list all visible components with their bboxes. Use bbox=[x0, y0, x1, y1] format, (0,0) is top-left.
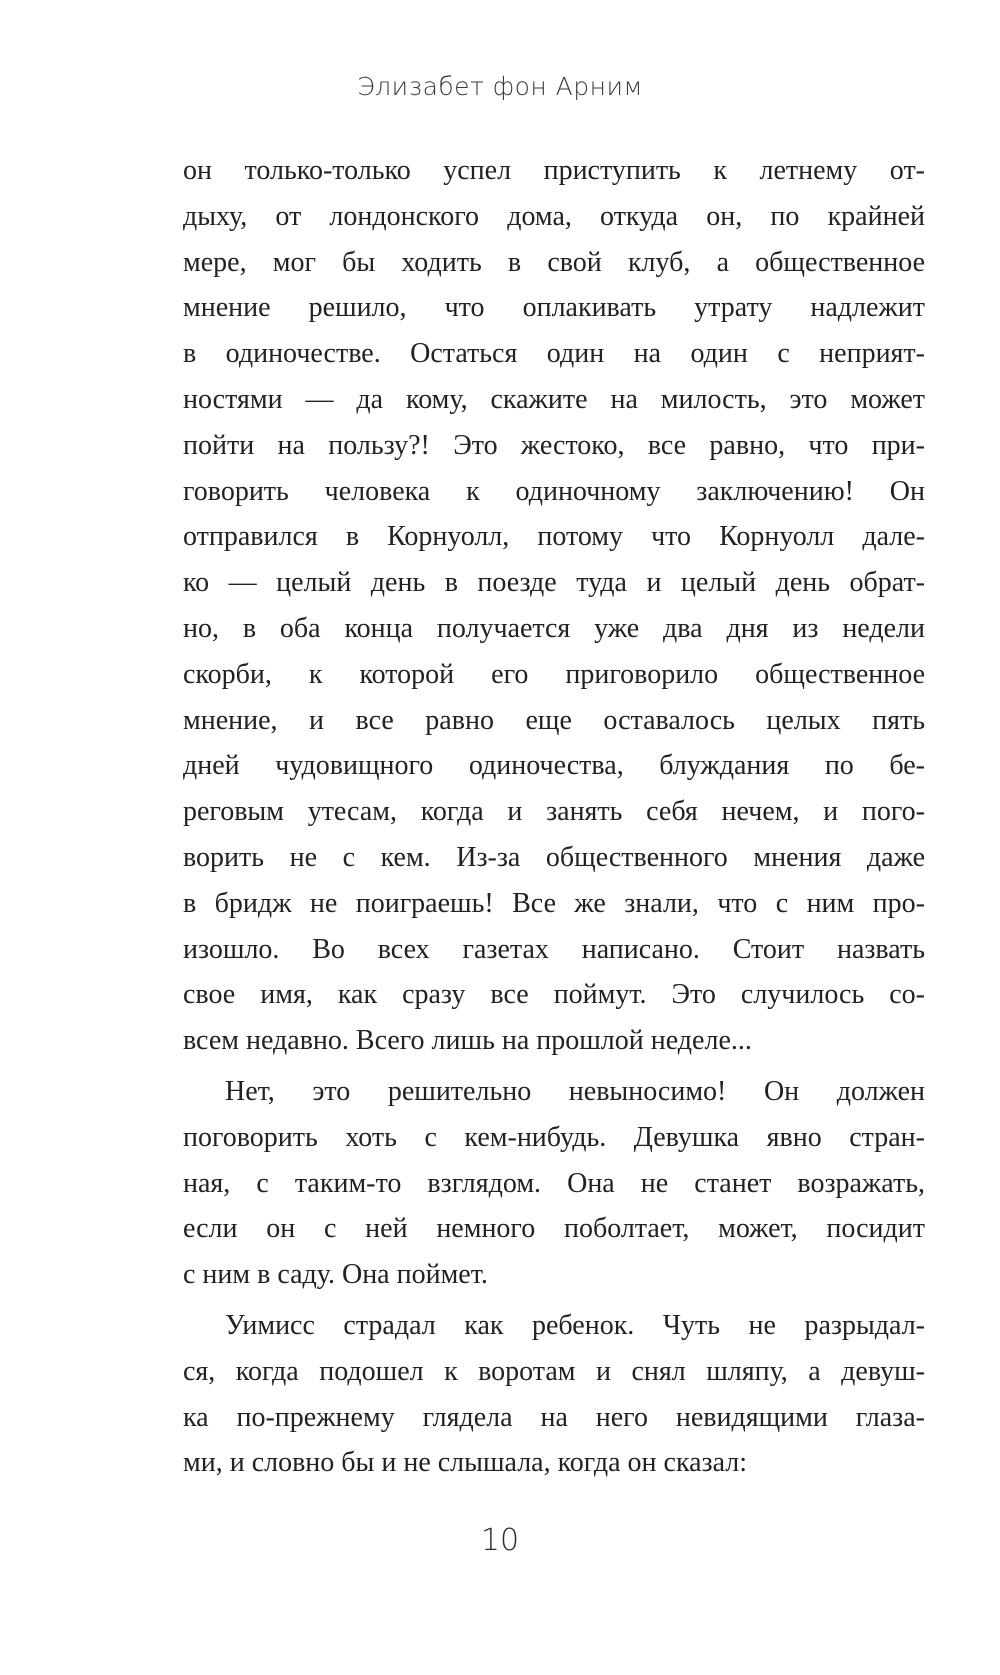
text-line: говорить человека к одиночному заключению! Он bbox=[183, 475, 925, 507]
text-line: ная, с таким-то взглядом. Она не станет возражать, bbox=[183, 1167, 925, 1199]
text-line: скорби, к которой его приговорило общественное bbox=[183, 658, 925, 690]
paragraph bbox=[183, 1069, 925, 1298]
text-line: с ним в саду. Она поймет. bbox=[183, 1259, 488, 1291]
text-line: мере, мог бы ходить в свой клуб, а общественное bbox=[183, 246, 925, 278]
text-line: всем недавно. Всего лишь на прошлой неделе... bbox=[183, 1025, 752, 1057]
text-line: если он с ней немного поболтает, может, посидит bbox=[183, 1213, 925, 1245]
text-line: мнение, и все равно еще оставалось целых пять bbox=[183, 704, 925, 736]
text-line: ко — целый день в поезде туда и целый день обрат- bbox=[183, 567, 925, 599]
text-line: реговым утесам, когда и занять себя нечем, и пого- bbox=[183, 796, 925, 828]
paragraph bbox=[183, 1303, 925, 1486]
text-line: поговорить хоть с кем-нибудь. Девушка явно стран- bbox=[183, 1121, 925, 1153]
text-line: изошло. Во всех газетах написано. Стоит назвать bbox=[183, 933, 925, 965]
text-line: свое имя, как сразу все поймут. Это случилось со- bbox=[183, 979, 925, 1011]
text-line: Уимисс страдал как ребенок. Чуть не разрыдал- bbox=[225, 1309, 925, 1341]
text-line: Нет, это решительно невыносимо! Он должен bbox=[225, 1075, 925, 1107]
text-line: дыху, от лондонского дома, откуда он, по крайней bbox=[183, 200, 925, 232]
paragraph bbox=[183, 148, 925, 1064]
text-line: он только-только успел приступить к летнему от- bbox=[183, 155, 925, 186]
text-line: отправился в Корнуолл, потому что Корнуолл дале- bbox=[183, 521, 925, 553]
running-header-author: Элизабет фон Арним bbox=[357, 72, 643, 101]
body-text bbox=[183, 148, 925, 1486]
text-line: ворить не с кем. Из-за общественного мнения даже bbox=[183, 841, 925, 873]
text-line: ся, когда подошел к воротам и снял шляпу, а девуш- bbox=[183, 1355, 925, 1387]
text-line: в одиночестве. Остаться один на один с неприят- bbox=[183, 338, 925, 370]
text-line: дней чудовищного одиночества, блуждания по бе- bbox=[183, 750, 925, 782]
text-line: мнение решило, что оплакивать утрату надлежит bbox=[183, 292, 925, 324]
text-line: в бридж не поиграешь! Все же знали, что с ним про- bbox=[183, 887, 925, 919]
page-number: 10 bbox=[480, 1523, 520, 1558]
text-line: но, в оба конца получается уже два дня из недели bbox=[183, 612, 925, 644]
text-line: ка по-прежнему глядела на него невидящими глаза- bbox=[183, 1401, 925, 1433]
text-line: ностями — да кому, скажите на милость, это может bbox=[183, 383, 925, 415]
text-line: ми, и словно бы и не слышала, когда он сказал: bbox=[183, 1447, 748, 1479]
text-line: пойти на пользу?! Это жестоко, все равно, что при- bbox=[183, 429, 925, 461]
